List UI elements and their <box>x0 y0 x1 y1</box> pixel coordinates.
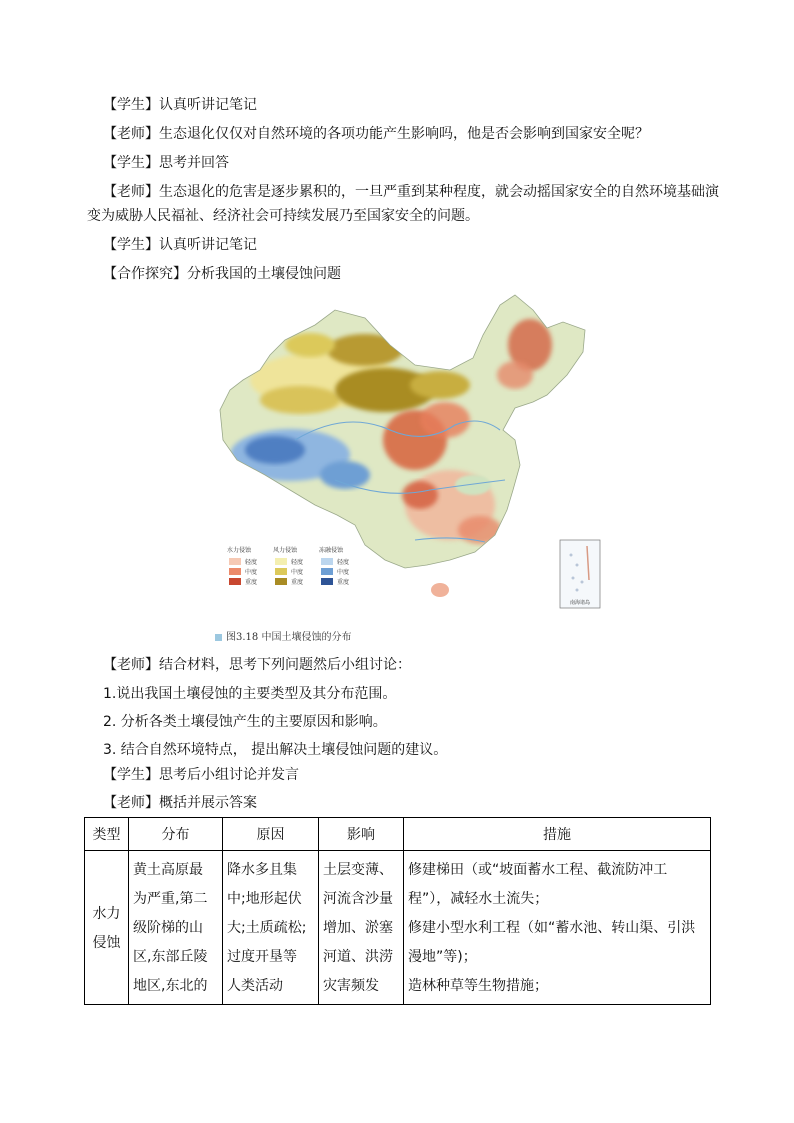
cell-type <box>85 851 129 1005</box>
discussion-teacher: 【老师】概括并展示答案 <box>103 795 257 811</box>
paragraph-student-2: 【学生】思考并回答 <box>103 155 229 171</box>
legend-label-wind-light: 轻度 <box>291 559 304 566</box>
measure-line: 修建梯田（或“坡面蓄水工程、截流防冲工 <box>408 862 668 878</box>
cause-line: 大;土质疏松; <box>227 920 307 936</box>
impact-line: 灾害频发 <box>323 978 379 994</box>
header-cause: 原因 <box>223 818 319 851</box>
cell-distribution <box>129 851 223 1005</box>
paragraph-student-1: 【学生】认真听讲记笔记 <box>103 97 257 113</box>
distribution-line: 级阶梯的山 <box>133 920 203 936</box>
paragraph-teacher-question: 【老师】生态退化仅仅对自然环境的各项功能产生影响吗，他是否会影响到国家安全呢？ <box>103 126 649 142</box>
discussion-question-2: 2. 分析各类土壤侵蚀产生的主要原因和影响。 <box>103 714 387 730</box>
legend-label-freeze-medium: 中度 <box>337 569 350 576</box>
paragraph-teacher-answer-1: 【老师】生态退化的危害是逐步累积的，一旦严重到某种程度，就会动摇国家安全的自然环境基础演 <box>103 184 719 200</box>
legend-label-freeze-heavy: 重度 <box>337 579 350 586</box>
cause-line: 中;地形起伏 <box>227 891 302 907</box>
caption-marker-icon <box>215 634 222 641</box>
legend-swatch-water-medium <box>229 568 241 575</box>
figure-caption <box>215 628 351 643</box>
impact-line: 河道、洪涝 <box>323 949 393 965</box>
cause-line: 人类活动 <box>227 978 283 994</box>
cell-cause <box>223 851 319 1005</box>
distribution-line: 区,东部丘陵 <box>133 949 208 965</box>
paragraph-student-3: 【学生】认真听讲记笔记 <box>103 237 257 253</box>
table-header-row <box>85 818 711 851</box>
measure-line: 程”），减轻水土流失； <box>408 891 549 907</box>
header-measures: 措施 <box>404 818 711 851</box>
legend-swatch-water-heavy <box>229 578 241 585</box>
cause-line: 降水多且集 <box>227 862 297 878</box>
hainan-island <box>431 583 449 597</box>
discussion-question-3: 3. 结合自然环境特点， 提出解决土壤侵蚀问题的建议。 <box>103 742 448 758</box>
legend-title-freeze: 冻融侵蚀 <box>319 547 344 554</box>
paragraph-teacher-answer-2: 变为威胁人民福祉、经济社会可持续发展乃至国家安全的问题。 <box>87 208 479 224</box>
legend-label-water-heavy: 重度 <box>245 579 258 586</box>
cause-line: 过度开垦等 <box>227 949 297 965</box>
impact-line: 土层变薄、 <box>323 862 393 878</box>
legend-label-wind-medium: 中度 <box>291 569 304 576</box>
china-map-graphic <box>215 290 605 612</box>
type-line: 侵蚀 <box>92 934 121 951</box>
map-legend <box>227 546 349 586</box>
header-impact: 影响 <box>319 818 404 851</box>
legend-swatch-freeze-medium <box>321 568 333 575</box>
legend-swatch-freeze-heavy <box>321 578 333 585</box>
legend-swatch-wind-heavy <box>275 578 287 585</box>
cell-measures <box>404 851 711 1005</box>
measure-line: 漫地”等)； <box>408 949 477 965</box>
impact-line: 增加、淤塞 <box>323 920 393 936</box>
measure-line: 造林种草等生物措施； <box>408 978 548 994</box>
distribution-line: 黄土高原最 <box>133 862 203 878</box>
header-distribution: 分布 <box>129 818 223 851</box>
legend-title-water: 水力侵蚀 <box>227 547 252 554</box>
header-type: 类型 <box>85 818 129 851</box>
inset-label: 南海诸岛 <box>569 600 591 606</box>
measure-line: 修建小型水利工程（如“蓄水池、转山渠、引洪 <box>408 920 696 936</box>
legend-label-water-light: 轻度 <box>245 559 258 566</box>
soil-erosion-map <box>215 290 605 612</box>
legend-swatch-wind-medium <box>275 568 287 575</box>
paragraph-cooperative-inquiry: 【合作探究】分析我国的土壤侵蚀问题 <box>103 266 341 282</box>
table-row <box>85 851 711 1005</box>
figure-caption-text: 图3.18 中国土壤侵蚀的分布 <box>226 632 352 643</box>
distribution-line: 为严重,第二 <box>133 891 208 907</box>
south-sea-inset <box>560 540 600 608</box>
discussion-question-1: 1.说出我国土壤侵蚀的主要类型及其分布范围。 <box>103 686 397 702</box>
legend-swatch-freeze-light <box>321 558 333 565</box>
discussion-intro: 【老师】结合材料，思考下列问题然后小组讨论： <box>103 657 411 673</box>
legend-swatch-water-light <box>229 558 241 565</box>
legend-swatch-wind-light <box>275 558 287 565</box>
legend-label-water-medium: 中度 <box>245 569 258 576</box>
discussion-student: 【学生】思考后小组讨论并发言 <box>103 767 299 783</box>
impact-line: 河流含沙量 <box>323 891 393 907</box>
cell-impact <box>319 851 404 1005</box>
type-line: 水力 <box>92 905 121 922</box>
legend-label-freeze-light: 轻度 <box>337 559 350 566</box>
legend-label-wind-heavy: 重度 <box>291 579 304 586</box>
distribution-line: 地区,东北的 <box>133 978 208 994</box>
answer-table <box>84 817 711 1005</box>
legend-title-wind: 风力侵蚀 <box>273 547 298 554</box>
